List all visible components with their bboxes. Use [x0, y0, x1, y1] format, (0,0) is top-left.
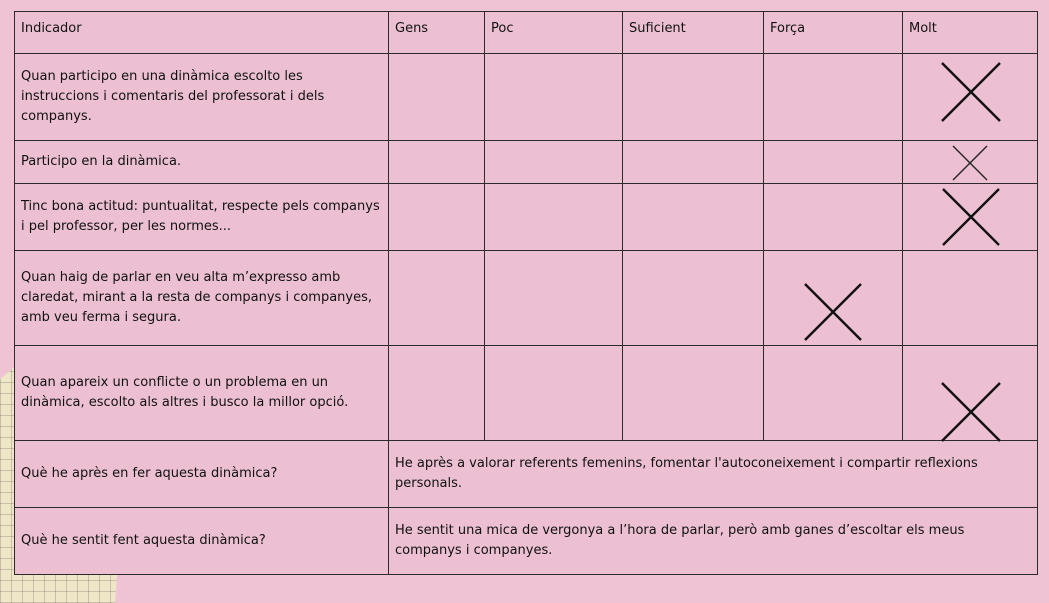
header-forca: Força — [764, 12, 903, 54]
table-row — [15, 141, 1038, 184]
cell-molt — [903, 54, 1038, 141]
header-indicador: Indicador — [15, 12, 389, 54]
header-row — [15, 12, 1038, 54]
cell-forca — [764, 346, 903, 441]
table-row — [15, 184, 1038, 251]
reflection-question: Què he après en fer aquesta dinàmica? — [15, 441, 389, 508]
cell-suficient — [623, 184, 764, 251]
cell-gens — [389, 251, 485, 346]
reflection-row — [15, 508, 1038, 575]
cell-forca — [764, 251, 903, 346]
reflection-row — [15, 441, 1038, 508]
header-molt: Molt — [903, 12, 1038, 54]
header-poc: Poc — [485, 12, 623, 54]
cell-poc — [485, 184, 623, 251]
cell-suficient — [623, 346, 764, 441]
cell-poc — [485, 346, 623, 441]
x-mark-icon — [939, 60, 1003, 124]
cell-suficient — [623, 54, 764, 141]
reflection-answer: He après a valorar referents femenins, fomentar l'autoconeixement i compartir reflexions personals. — [389, 441, 1038, 508]
cell-molt — [903, 251, 1038, 346]
indicator-text: Quan participo en una dinàmica escolto les instruccions i comentaris del professorat i dels companys. — [15, 54, 389, 141]
cell-poc — [485, 251, 623, 346]
cell-gens — [389, 184, 485, 251]
cell-poc — [485, 141, 623, 184]
cell-forca — [764, 141, 903, 184]
indicator-text: Tinc bona actitud: puntualitat, respecte pels companys i pel professor, per les normes... — [15, 184, 389, 251]
indicator-text: Quan haig de parlar en veu alta m’expresso amb claredat, mirant a la resta de companys i companyes, amb veu ferma i segura. — [15, 251, 389, 346]
cell-molt — [903, 346, 1038, 441]
indicator-text: Participo en la dinàmica. — [15, 141, 389, 184]
cell-molt — [903, 141, 1038, 184]
header-suficient: Suficient — [623, 12, 764, 54]
cell-forca — [764, 184, 903, 251]
x-mark-icon — [951, 144, 989, 182]
cell-gens — [389, 141, 485, 184]
x-mark-icon — [939, 380, 1003, 444]
table-row — [15, 54, 1038, 141]
reflection-answer: He sentit una mica de vergonya a l’hora de parlar, però amb ganes d’escoltar els meus companys i companyes. — [389, 508, 1038, 575]
cell-suficient — [623, 251, 764, 346]
cell-poc — [485, 54, 623, 141]
cell-molt — [903, 184, 1038, 251]
table-row — [15, 251, 1038, 346]
header-gens: Gens — [389, 12, 485, 54]
cell-forca — [764, 54, 903, 141]
cell-suficient — [623, 141, 764, 184]
self-assessment-table — [14, 11, 1038, 575]
cell-gens — [389, 346, 485, 441]
x-mark-icon — [940, 186, 1002, 248]
indicator-text: Quan apareix un conflicte o un problema en un dinàmica, escolto als altres i busco la millor opció. — [15, 346, 389, 441]
table-row — [15, 346, 1038, 441]
reflection-question: Què he sentit fent aquesta dinàmica? — [15, 508, 389, 575]
cell-gens — [389, 54, 485, 141]
x-mark-icon — [802, 281, 864, 343]
